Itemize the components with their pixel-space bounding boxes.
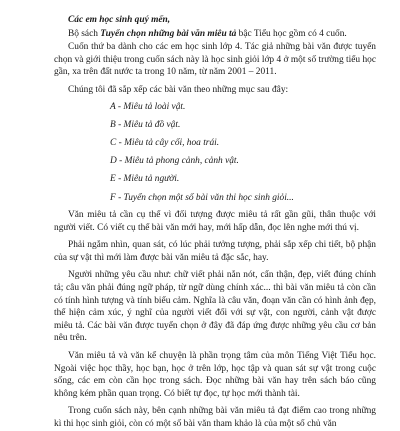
paragraph-2: Chúng tôi đã sắp xếp các bài văn theo những mục sau đây: xyxy=(68,84,289,95)
section-item-e: E - Miêu tả người. xyxy=(110,174,180,185)
section-item-d: D - Miêu tả phong cảnh, cảnh vật. xyxy=(110,156,239,167)
section-item-f: F - Tuyển chọn một số bài văn thi học sinh giỏi... xyxy=(110,192,294,203)
section-item-b: B - Miêu tả đồ vật. xyxy=(110,119,181,130)
intro-prefix: Bộ sách xyxy=(68,28,101,39)
paragraph-6: Văn miêu tả và văn kể chuyện là phần trọng tâm của môn Tiếng Việt Tiểu học. Ngoài việc học thầy, học bạn, học ở trên lớp, học tập và quan sát sự vật trong cuộc sống, các em còn cần học trong sách. Đọc những bài văn hay trên sách báo cũng không kém phần quan trọng. Có biết tự đọc, tự học mới thành tài. xyxy=(54,351,376,399)
paragraph-3: Văn miêu tả cần cụ thể vì đối tượng được miêu tả rất gần gũi, thân thuộc với người viết. Có viết cụ thể bài văn mới hay, mới hấp dẫn, đọc lên nghe mới thú vị. xyxy=(54,210,376,233)
intro-suffix: bậc Tiểu học gồm có 4 cuốn. xyxy=(236,28,347,39)
paragraph-4: Phải ngắm nhìn, quan sát, có lúc phải tưởng tượng, phải sắp xếp chi tiết, bộ phận của sự vật thì mới làm được bài văn miêu tả đặc sắc, hay. xyxy=(54,240,376,263)
section-list xyxy=(54,101,376,205)
section-item-a: A - Miêu tả loài vật. xyxy=(110,101,186,112)
greeting: Các em học sinh quý mến, xyxy=(68,15,171,25)
section-item-c: C - Miêu tả cây cối, hoa trái. xyxy=(110,137,220,148)
intro-paragraph xyxy=(54,28,376,41)
paragraph-5: Người những yêu cầu như: chữ viết phải nắn nót, cẩn thận, đẹp, viết đúng chính tả; câu văn phải đúng ngữ pháp, từ ngữ dùng chính xác... thì bài văn miêu tả còn cần có tính hình tượng và tính biểu cảm. Nghĩa là câu văn, đoạn văn cần có hình ảnh đẹp, thể hiện cảm xúc, ý nghĩ của người viết đối với sự vật, con người, cảnh vật được miêu tả. Các bài văn được tuyển chọn ở đây đã đáp ứng được những yêu cầu cơ bản nêu trên. xyxy=(54,270,376,344)
paragraph-7: Trong cuốn sách này, bên cạnh những bài văn miêu tả đạt điểm cao trong những kì thi học sinh giỏi, còn có một số bài văn tham khảo là của một số chủ văn xyxy=(54,406,376,429)
paragraph-1: Cuốn thứ ba dành cho các em học sinh lớp 4. Tác giả những bài văn được tuyển chọn và giới thiệu trong cuốn sách này là học sinh giỏi lớp 4 ở một số trường tiểu học gần, xa trên đất nước ta trong 10 năm, từ năm 2001 – 2011. xyxy=(54,42,376,78)
book-title: Tuyển chọn những bài văn miêu tả xyxy=(100,28,237,39)
